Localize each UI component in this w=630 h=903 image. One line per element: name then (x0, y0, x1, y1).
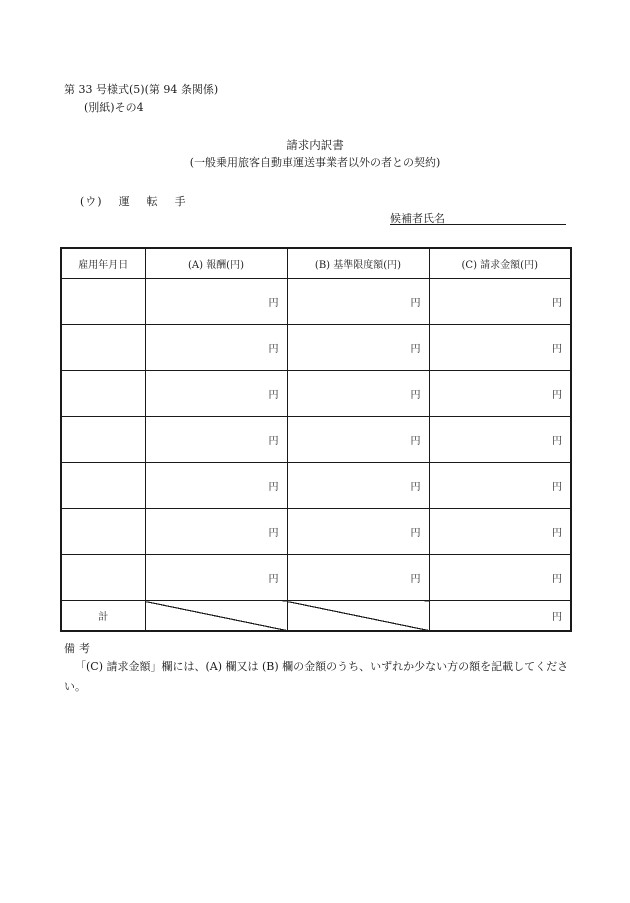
table-header-row (61, 248, 571, 279)
standard-limit-cell[interactable]: 円 (287, 509, 429, 555)
employment-date-cell[interactable] (61, 417, 145, 463)
total-standard-limit-struck-cell (287, 601, 429, 632)
remuneration-cell[interactable]: 円 (145, 325, 287, 371)
employment-date-cell[interactable] (61, 463, 145, 509)
remuneration-cell[interactable]: 円 (145, 463, 287, 509)
employment-date-cell[interactable] (61, 279, 145, 325)
table-row (61, 417, 571, 463)
standard-limit-cell[interactable]: 円 (287, 555, 429, 601)
standard-limit-cell[interactable]: 円 (287, 463, 429, 509)
claim-breakdown-table (60, 247, 572, 632)
section-char: 手 (174, 195, 187, 208)
column-header-employment-date: 雇用年月日 (61, 248, 145, 279)
form-number: 第 33 号様式(5)(第 94 条関係) (64, 83, 219, 96)
table-row (61, 509, 571, 555)
claim-amount-cell[interactable]: 円 (429, 325, 571, 371)
claim-amount-cell[interactable]: 円 (429, 463, 571, 509)
claim-amount-cell[interactable]: 円 (429, 371, 571, 417)
employment-date-cell[interactable] (61, 555, 145, 601)
standard-limit-cell[interactable]: 円 (287, 279, 429, 325)
column-header-remuneration: (A) 報酬(円) (145, 248, 287, 279)
document-subtitle: (一般乗用旅客自動車運送事業者以外の者との契約) (189, 156, 441, 169)
remuneration-cell[interactable]: 円 (145, 509, 287, 555)
table-row (61, 371, 571, 417)
standard-limit-cell[interactable]: 円 (287, 417, 429, 463)
claim-amount-cell[interactable]: 円 (429, 417, 571, 463)
section-label (80, 193, 187, 209)
employment-date-cell[interactable] (61, 371, 145, 417)
section-marker: (ウ) (80, 195, 103, 208)
column-header-standard-limit: (B) 基準限度額(円) (287, 248, 429, 279)
candidate-name-field[interactable] (390, 210, 566, 225)
remuneration-cell[interactable]: 円 (145, 371, 287, 417)
total-label: 計 (61, 601, 145, 632)
employment-date-cell[interactable] (61, 509, 145, 555)
total-claim-amount-cell[interactable]: 円 (429, 601, 571, 632)
annex-label: (別紙)その4 (84, 101, 144, 114)
total-remuneration-struck-cell (145, 601, 287, 632)
standard-limit-cell[interactable]: 円 (287, 325, 429, 371)
remuneration-cell[interactable]: 円 (145, 417, 287, 463)
table-row (61, 325, 571, 371)
remarks-text: 「(C) 請求金額」欄には、(A) 欄又は (B) 欄の金額のうち、いずれか少ない方の額を記載してください。 (64, 660, 569, 693)
claim-amount-cell[interactable]: 円 (429, 555, 571, 601)
claim-amount-cell[interactable]: 円 (429, 279, 571, 325)
employment-date-cell[interactable] (61, 325, 145, 371)
claim-amount-cell[interactable]: 円 (429, 509, 571, 555)
document-title: 請求内訳書 (286, 138, 344, 152)
section-char: 転 (146, 195, 159, 208)
total-row (61, 601, 571, 632)
remuneration-cell[interactable]: 円 (145, 555, 287, 601)
remuneration-cell[interactable]: 円 (145, 279, 287, 325)
candidate-name-label: 候補者氏名 (390, 212, 445, 225)
column-header-claim-amount: (C) 請求金額(円) (429, 248, 571, 279)
section-char: 運 (118, 195, 131, 208)
standard-limit-cell[interactable]: 円 (287, 371, 429, 417)
remarks-heading: 備考 (64, 642, 94, 655)
table-row (61, 279, 571, 325)
table-row (61, 555, 571, 601)
table-row (61, 463, 571, 509)
